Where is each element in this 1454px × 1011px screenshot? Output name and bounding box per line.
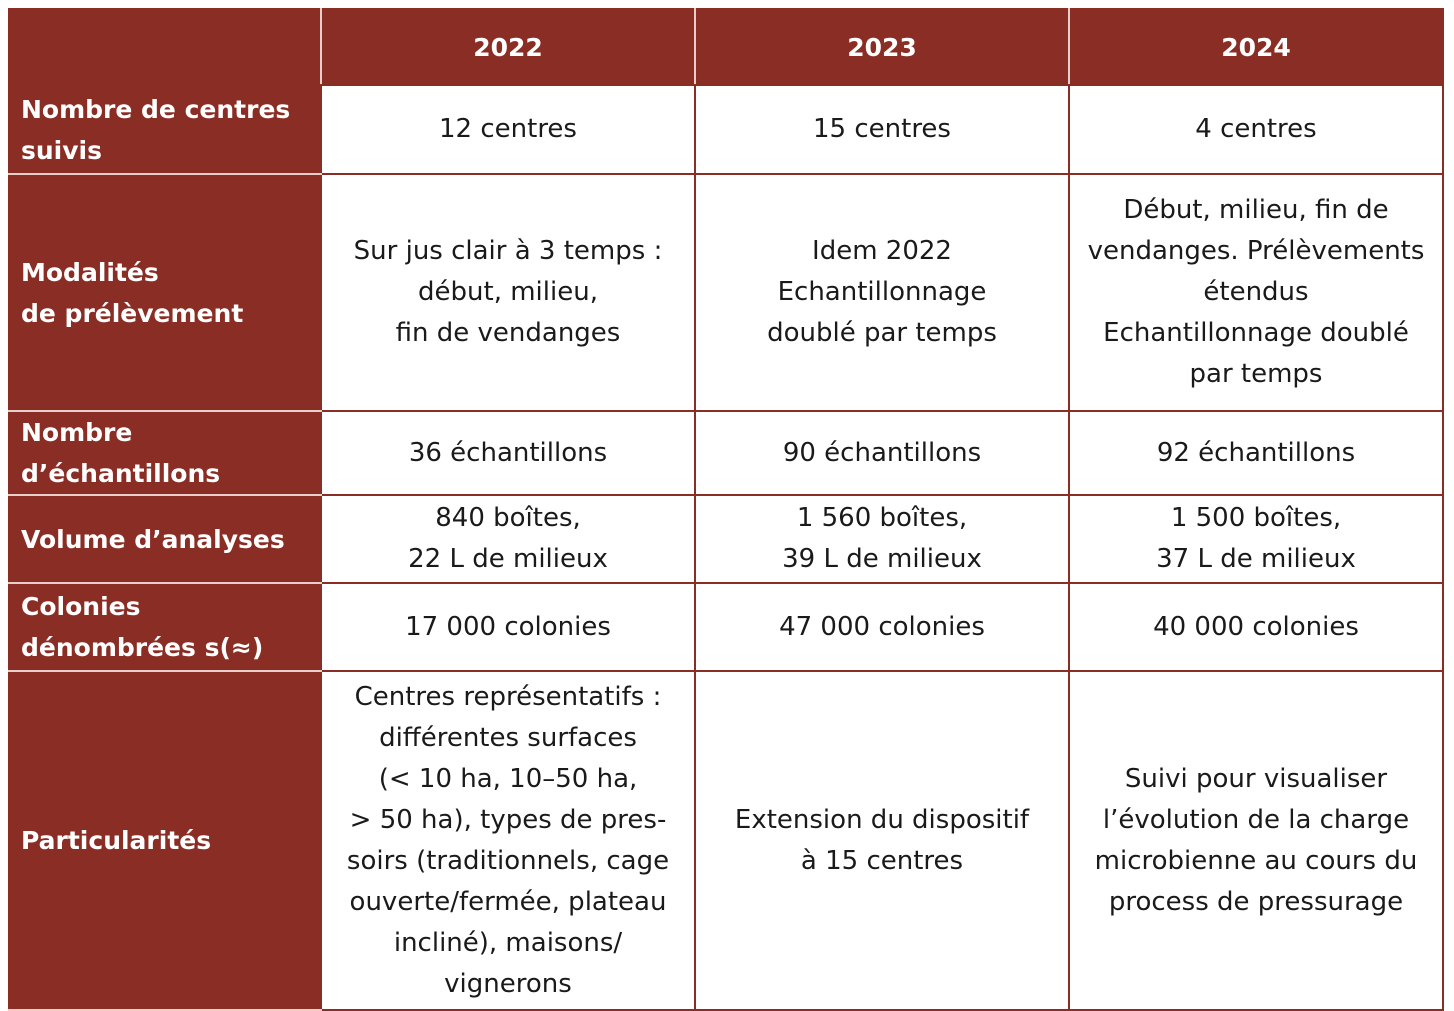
data-table: [8, 8, 1444, 1011]
table-cell: 92 échantillons: [1069, 411, 1443, 495]
table-cell: 12 centres: [321, 85, 695, 174]
header-row: [9, 9, 1443, 85]
table-cell: 1 500 boîtes, 37 L de milieux: [1069, 495, 1443, 583]
table-row: [9, 495, 1443, 583]
table-cell: 40 000 colonies: [1069, 583, 1443, 671]
table-row: [9, 85, 1443, 174]
row-label: Nombre d’échantillons: [9, 411, 321, 495]
table-cell: Extension du dispositif à 15 centres: [695, 671, 1069, 1010]
table-cell: 36 échantillons: [321, 411, 695, 495]
row-label: Nombre de centres suivis: [9, 85, 321, 174]
row-label: Volume d’analyses: [9, 495, 321, 583]
table-cell: Sur jus clair à 3 temps : début, milieu, fin de vendanges: [321, 174, 695, 411]
table-cell: 15 centres: [695, 85, 1069, 174]
table-cell: Début, milieu, fin de vendanges. Prélèvements étendus Echantillonnage doublé par temps: [1069, 174, 1443, 411]
column-header-2024: 2024: [1069, 9, 1443, 85]
table-cell: 1 560 boîtes, 39 L de milieux: [695, 495, 1069, 583]
table-cell: 90 échantillons: [695, 411, 1069, 495]
table-cell: 17 000 colonies: [321, 583, 695, 671]
table-cell: Idem 2022 Echantillonnage doublé par temps: [695, 174, 1069, 411]
column-header-2023: 2023: [695, 9, 1069, 85]
row-label: Modalités de prélèvement: [9, 174, 321, 411]
corner-cell: [9, 9, 321, 85]
table-row: [9, 583, 1443, 671]
table-row: [9, 671, 1443, 1010]
table-cell: 840 boîtes, 22 L de milieux: [321, 495, 695, 583]
row-label: Colonies dénombrées s(≈): [9, 583, 321, 671]
table-container: [8, 8, 1442, 1000]
table-cell: 4 centres: [1069, 85, 1443, 174]
table-row: [9, 411, 1443, 495]
table-cell: Centres représentatifs : différentes surfaces (< 10 ha, 10–50 ha, > 50 ha), types de pres- soirs (traditionnels, cage ouverte/fermée, plateau incliné), maisons/ vignerons: [321, 671, 695, 1010]
row-label: Particularités: [9, 671, 321, 1010]
table-cell: Suivi pour visualiser l’évolution de la charge microbienne au cours du process de pressurage: [1069, 671, 1443, 1010]
column-header-2022: 2022: [321, 9, 695, 85]
table-cell: 47 000 colonies: [695, 583, 1069, 671]
table-row: [9, 174, 1443, 411]
